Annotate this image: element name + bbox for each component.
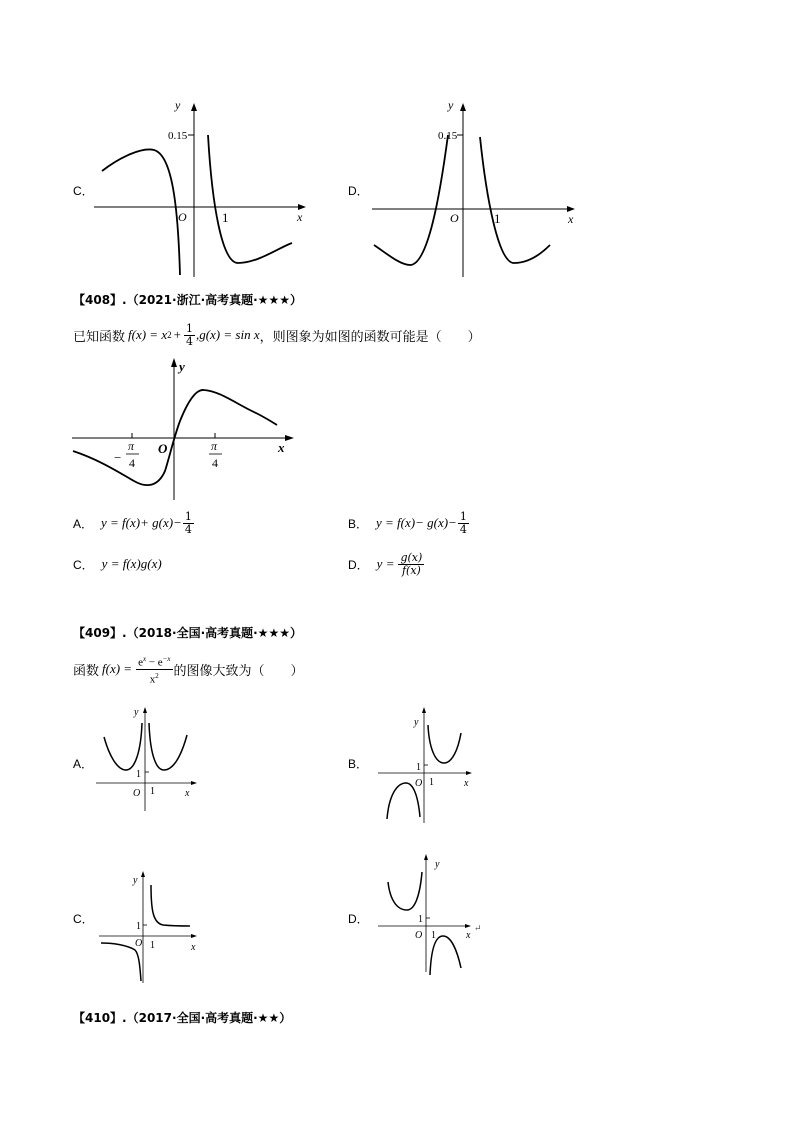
f-fraction: $\frac{e^x - e^{-x}}{x^2}$ [138, 654, 171, 686]
neg-sign: − [114, 450, 122, 465]
tick-x-label: 1 [150, 786, 155, 797]
return-mark: ↵ [474, 923, 482, 933]
tick-y-label: 1 [416, 762, 421, 773]
stem-prefix: 已知函数 [73, 329, 126, 345]
f-definition: f(x) = [102, 661, 133, 676]
origin-label: O [450, 211, 459, 225]
stem-prefix: 函数 [73, 663, 100, 679]
question-header-410: 【410】.（2017·全国·高考真题·★★） [73, 1011, 292, 1025]
tick-pos-four: 4 [212, 456, 218, 470]
g-definition: ,g(x) = sin x [195, 327, 260, 342]
tick-pos-pi: π [211, 439, 218, 453]
graph-option-b-409[interactable] [375, 705, 485, 825]
stem-suffix: ，则图象为如图的函数可能是（ ） [259, 329, 481, 345]
tick-x-label: 1 [429, 777, 434, 788]
option-label: A． [73, 516, 94, 531]
origin-label: O [178, 210, 187, 224]
graph-option-c [90, 95, 315, 285]
option-d-label: D． [348, 184, 369, 198]
option-b-408[interactable] [348, 508, 470, 538]
option-a-label-409: A． [73, 757, 94, 771]
option-d-label-409: D． [348, 912, 369, 926]
option-label: C． [73, 557, 94, 572]
origin-label: O [415, 778, 423, 789]
option-b-label-409: B． [348, 757, 369, 771]
option-c-label-409: C． [73, 912, 94, 926]
option-c-label: C． [73, 184, 94, 198]
option-c-408[interactable] [73, 554, 162, 574]
option-label: D． [348, 557, 369, 572]
x-axis-label: x [466, 930, 471, 941]
option-label: B． [348, 516, 369, 531]
option-expression: y = f(x)g(x) [101, 556, 162, 571]
tick-x-label: 1 [494, 211, 501, 226]
option-expression: y = f(x)− g(x)− [376, 515, 457, 530]
x-axis-label: x [297, 210, 303, 224]
question-header-409: 【409】.（2018·全国·高考真题·★★★） [73, 626, 302, 640]
y-axis-label: y [448, 98, 454, 112]
x-axis-label: x [568, 212, 574, 226]
option-expression: y = f(x)+ g(x)− [101, 515, 182, 530]
tick-neg-pi: π [128, 439, 135, 453]
f-definition: f(x) = x [128, 327, 168, 342]
origin-label: O [133, 788, 141, 799]
origin-label: O [158, 441, 168, 456]
option-a-408[interactable] [73, 508, 195, 538]
tick-y-label: 0.15 [438, 130, 458, 142]
graph-option-a-409[interactable] [93, 705, 203, 815]
graph-option-c-409[interactable] [93, 855, 203, 985]
tick-neg-four: 4 [129, 456, 135, 470]
option-fraction: $\frac{g(x)}{f(x)}$ [400, 550, 423, 577]
tick-y-label: 1 [418, 914, 423, 925]
x-axis-label: x [278, 440, 285, 455]
question-stem-408 [73, 318, 481, 352]
y-axis-label: y [435, 859, 440, 870]
option-d-408[interactable] [348, 546, 425, 582]
origin-label: O [135, 938, 143, 949]
tick-x-label: 1 [150, 940, 155, 951]
graph-option-d [368, 95, 583, 285]
y-axis-label: y [134, 707, 139, 718]
y-axis-label: y [414, 717, 419, 728]
option-expression: y = [376, 556, 395, 571]
y-axis-label: y [175, 98, 181, 112]
f-fraction: $\frac{1}{4}$ [185, 321, 193, 348]
f-exponent: 2 [167, 330, 172, 340]
question-header-408: 【408】.（2021·浙江·高考真题·★★★） [73, 293, 302, 307]
x-axis-label: x [191, 942, 196, 953]
question-stem-409 [73, 652, 304, 686]
x-axis-label: x [464, 778, 469, 789]
y-axis-label: y [133, 875, 138, 886]
tick-x-label: 1 [222, 210, 229, 225]
tick-x-label: 1 [431, 930, 436, 941]
tick-y-label: 1 [136, 769, 141, 780]
origin-label: O [415, 930, 423, 941]
tick-y-label: 0.15 [168, 130, 188, 142]
option-fraction: $\frac{1}{4}$ [184, 509, 192, 536]
tick-y-label: 1 [136, 921, 141, 932]
x-axis-label: x [185, 788, 190, 799]
graph-option-d-409[interactable] [375, 850, 490, 975]
f-plus: + [173, 327, 181, 342]
stem-suffix: 的图像大致为（ ） [173, 663, 304, 679]
graph-q408 [70, 355, 300, 503]
option-fraction: $\frac{1}{4}$ [459, 509, 467, 536]
y-axis-label: y [179, 359, 185, 374]
